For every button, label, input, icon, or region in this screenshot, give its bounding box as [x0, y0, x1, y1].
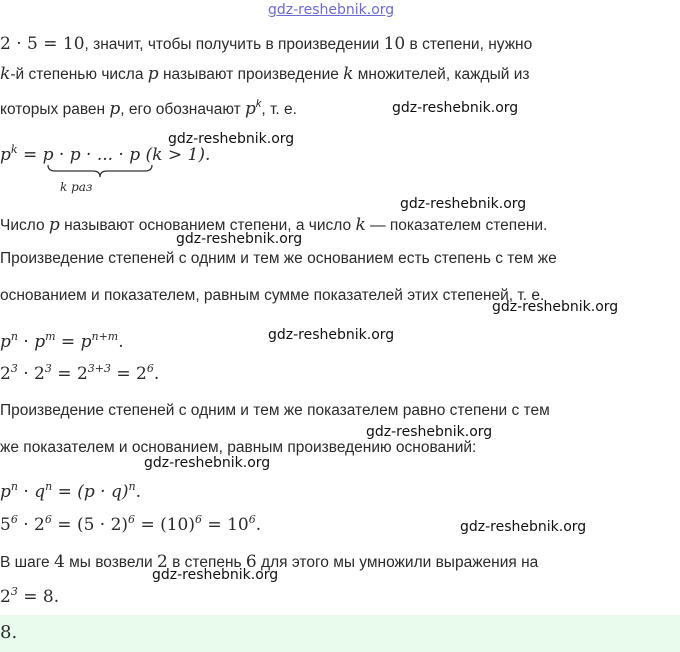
math-operator: = [17, 145, 43, 165]
answer-box [0, 615, 680, 652]
watermark: gdz-reshebnik.org [400, 196, 527, 212]
formula-same-exponent-rule [0, 480, 141, 502]
math-punct: . [118, 332, 124, 352]
math-punct: . [135, 482, 141, 502]
text: -й степенью числа [10, 66, 148, 83]
text: — показателем степени. [365, 217, 548, 234]
math-exponent: n [45, 480, 53, 493]
text: мы возвели [64, 554, 157, 571]
math-operator: = [135, 515, 161, 535]
math-power-base: 2 [76, 364, 88, 384]
text: называют произведение [158, 66, 344, 83]
math-power-base: 2 [0, 587, 11, 607]
math-power-base: p [0, 482, 11, 502]
watermark: gdz-reshebnik.org [168, 131, 295, 147]
watermark: gdz-reshebnik.org [460, 519, 587, 535]
math-exponent: m [45, 330, 56, 343]
math-operator: · [17, 515, 35, 535]
text: для этого мы умножили выражения на [256, 554, 539, 571]
text: называют основанием степени, а число [59, 217, 356, 234]
text: множителей, каждый из [353, 66, 530, 83]
paragraph-line: основанием и показателем, равным сумме показателей этих степеней, т. е. [0, 287, 545, 304]
math-punct: . [255, 515, 262, 535]
math-operator: · [17, 482, 35, 502]
watermark: gdz-reshebnik.org [176, 231, 303, 247]
watermark: gdz-reshebnik.org [268, 327, 395, 343]
math-exponent: n [128, 480, 136, 493]
math-operator: = [51, 364, 77, 384]
math-exponent: 6 [195, 513, 203, 526]
text: , значит, чтобы получить в произведении [84, 36, 384, 53]
math-power-base: 2 [34, 515, 45, 535]
math-power-base: p [0, 332, 11, 352]
math-exponent: 3 [44, 362, 52, 375]
math-power-base: p [80, 332, 92, 352]
paragraph-line: Произведение степеней с одним и тем же основанием есть степень с тем же [0, 250, 557, 267]
text: В шаге [0, 554, 54, 571]
paragraph-line [0, 215, 547, 235]
paragraph-line: же показателем и основанием, равным произведению оснований: [0, 439, 477, 456]
formula-product-rule [0, 330, 124, 352]
formula-step-result [0, 585, 59, 607]
math-condition: (k > 1). [140, 145, 211, 165]
math-power-base: q [34, 482, 46, 502]
math-variable: p [109, 99, 121, 119]
math-power-base: 5 [0, 515, 11, 535]
text: , его обозначают [120, 101, 246, 118]
watermark: gdz-reshebnik.org [492, 299, 619, 315]
underbrace [47, 164, 153, 178]
math-operator: · [17, 332, 35, 352]
watermark: gdz-reshebnik.org [144, 455, 271, 471]
math-punct: . [153, 364, 160, 384]
math-operator: · [17, 364, 35, 384]
math-variable: k [355, 215, 366, 235]
math-exponent: 6 [10, 513, 18, 526]
math-power-base: 2 [34, 364, 45, 384]
paragraph-line [0, 98, 297, 119]
math-product: p · p · ... · p [42, 145, 141, 165]
text: в степени, нужно [405, 36, 533, 53]
math-power-base: 10 [227, 515, 249, 535]
formula-example-1 [0, 362, 159, 384]
formula-power-definition [0, 143, 210, 165]
math-value: 8 [42, 587, 54, 607]
paragraph-line: Произведение степеней с одним и тем же показателем равно степени с тем [0, 402, 550, 419]
paragraph-line [0, 64, 529, 84]
math-power-base: p [245, 99, 256, 119]
math-expression: 4 [53, 552, 65, 572]
math-variable: p [48, 215, 60, 235]
text: Число [0, 217, 49, 234]
math-exponent: n+m [91, 330, 119, 343]
math-exponent: 6 [248, 513, 256, 526]
text: , т. е. [261, 101, 297, 118]
math-power-base: (p · q) [77, 482, 129, 502]
text: которых равен [0, 101, 110, 118]
math-power-base: 2 [0, 364, 11, 384]
math-exponent: n [10, 480, 18, 493]
math-power-base: 2 [136, 364, 147, 384]
math-operator: = [17, 587, 43, 607]
math-punct: . [53, 587, 60, 607]
math-exponent: 3 [10, 362, 18, 375]
math-exponent: 3+3 [87, 362, 111, 375]
math-operator: = [51, 515, 77, 535]
math-operator: = [55, 332, 81, 352]
math-power-base: (5 · 2) [76, 515, 129, 535]
math-expression: 10 [383, 34, 406, 54]
math-power-base: p [0, 145, 11, 165]
math-operator: = [52, 482, 78, 502]
math-variable: p [147, 64, 159, 84]
math-power-base: p [34, 332, 46, 352]
formula-example-2 [0, 513, 261, 535]
answer-value: 8. [0, 622, 18, 643]
math-exponent: 6 [128, 513, 136, 526]
math-exponent: 6 [146, 362, 154, 375]
math-exponent: 3 [10, 585, 18, 598]
watermark: gdz-reshebnik.org [392, 100, 519, 116]
math-operator: = [110, 364, 137, 384]
paragraph-line [0, 34, 532, 54]
watermark: gdz-reshebnik.org [366, 424, 493, 440]
math-power-base: (10) [160, 515, 196, 535]
text: в степень [167, 554, 246, 571]
math-exponent: 6 [44, 513, 52, 526]
watermark-top-link[interactable]: gdz-reshebnik.org [268, 2, 395, 18]
math-expression: 6 [245, 552, 257, 572]
math-variable: k [343, 64, 354, 84]
math-exponent: k [255, 98, 262, 110]
math-operator: = [202, 515, 228, 535]
math-exponent: n [10, 330, 18, 343]
watermark: gdz-reshebnik.org [152, 567, 279, 583]
underbrace-label: k раз [60, 180, 93, 194]
math-expression: 2 [156, 552, 168, 572]
math-variable: k [0, 64, 11, 84]
math-exponent: k [10, 143, 18, 156]
paragraph-line [0, 552, 538, 572]
math-expression: 2 · 5 = 10 [0, 34, 85, 54]
